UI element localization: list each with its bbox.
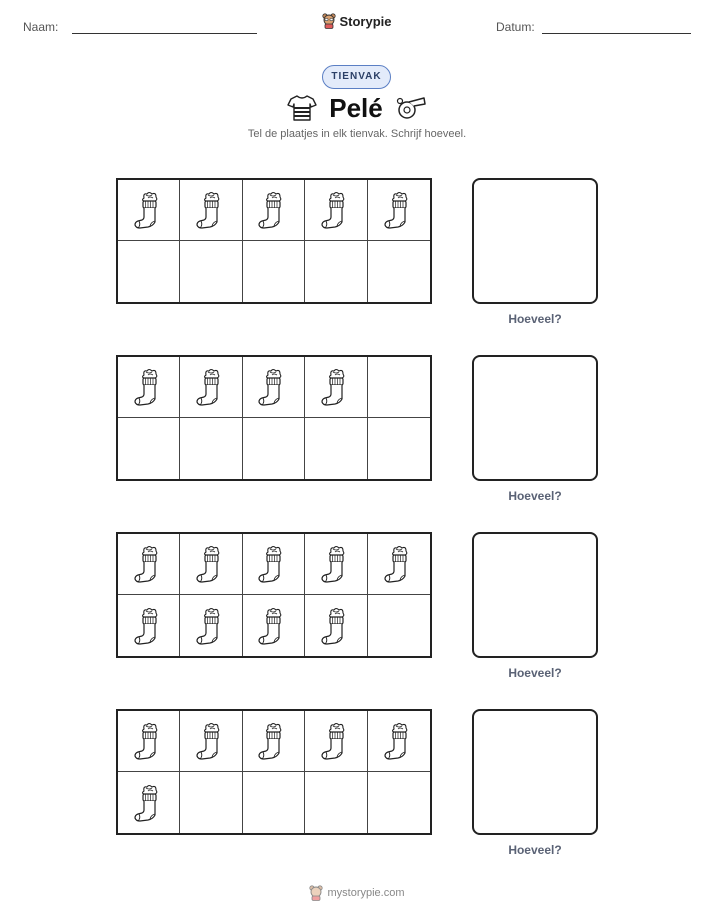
page-title: Pelé: [329, 92, 383, 123]
answer-label-3: Hoeveel?: [508, 666, 562, 680]
sock-icon: [196, 545, 226, 583]
frame-cell: [368, 711, 430, 772]
sock-icon: [196, 722, 226, 760]
name-label: Naam:: [23, 20, 59, 34]
sock-icon: [134, 191, 164, 229]
answer-label-2: Hoeveel?: [508, 489, 562, 503]
frame-cell: [305, 772, 367, 833]
bear-mascot-icon: [309, 885, 323, 901]
ten-frame-1: [116, 178, 432, 304]
frame-cell: [118, 711, 180, 772]
sock-icon: [196, 191, 226, 229]
frame-cell: [180, 418, 242, 479]
answer-label-1: Hoeveel?: [508, 312, 562, 326]
worksheet-type-badge: TIENVAK: [322, 65, 391, 89]
frame-cell: [368, 418, 430, 479]
sock-icon: [321, 722, 351, 760]
sock-icon: [258, 607, 288, 645]
frame-cell: [243, 241, 305, 302]
frame-cell: [368, 772, 430, 833]
answer-box-3[interactable]: [472, 532, 598, 658]
frame-cell: [118, 418, 180, 479]
sock-icon: [134, 784, 164, 822]
sock-icon: [321, 368, 351, 406]
brand-name: Storypie: [339, 13, 392, 29]
sock-icon: [196, 368, 226, 406]
frame-cell: [180, 241, 242, 302]
sock-icon: [384, 722, 414, 760]
sock-icon: [258, 191, 288, 229]
frame-cell: [180, 772, 242, 833]
footer-url[interactable]: mystorypie.com: [327, 887, 405, 899]
frame-cell: [180, 534, 242, 595]
frame-cell: [180, 711, 242, 772]
frame-cell: [243, 180, 305, 241]
frame-cell: [305, 357, 367, 418]
frame-cell: [180, 357, 242, 418]
frame-cell: [368, 595, 430, 656]
frame-cell: [243, 595, 305, 656]
sock-icon: [134, 607, 164, 645]
frame-cell: [305, 534, 367, 595]
sock-icon: [258, 722, 288, 760]
sock-icon: [258, 545, 288, 583]
sock-icon: [321, 545, 351, 583]
frame-cell: [118, 241, 180, 302]
sock-icon: [384, 191, 414, 229]
frame-cell: [305, 418, 367, 479]
sock-icon: [258, 368, 288, 406]
answer-box-2[interactable]: [472, 355, 598, 481]
frame-cell: [118, 534, 180, 595]
footer: [0, 885, 714, 901]
sock-icon: [384, 545, 414, 583]
ten-frame-3: [116, 532, 432, 658]
sock-icon: [134, 368, 164, 406]
answer-box-1[interactable]: [472, 178, 598, 304]
sock-icon: [134, 722, 164, 760]
sock-icon: [134, 545, 164, 583]
frame-cell: [368, 180, 430, 241]
frame-cell: [368, 357, 430, 418]
frame-cell: [243, 357, 305, 418]
answer-label-4: Hoeveel?: [508, 843, 562, 857]
frame-cell: [243, 534, 305, 595]
date-label: Datum:: [496, 20, 535, 34]
sock-icon: [321, 191, 351, 229]
title-row: [0, 88, 714, 128]
ten-frame-4: [116, 709, 432, 835]
date-line[interactable]: [542, 33, 691, 34]
frame-cell: [305, 241, 367, 302]
frame-cell: [118, 595, 180, 656]
frame-cell: [368, 241, 430, 302]
bear-mascot-icon: [322, 13, 336, 29]
frame-cell: [368, 534, 430, 595]
whistle-icon: [395, 95, 427, 121]
frame-cell: [243, 711, 305, 772]
frame-cell: [305, 711, 367, 772]
brand-logo: [0, 13, 714, 34]
frame-cell: [118, 180, 180, 241]
frame-cell: [180, 180, 242, 241]
sock-icon: [196, 607, 226, 645]
answer-box-4[interactable]: [472, 709, 598, 835]
instruction-text: Tel de plaatjes in elk tienvak. Schrijf hoeveel.: [247, 128, 467, 140]
shirt-icon: [287, 94, 317, 122]
frame-cell: [305, 180, 367, 241]
frame-cell: [243, 418, 305, 479]
frame-cell: [180, 595, 242, 656]
frame-cell: [118, 772, 180, 833]
frame-cell: [305, 595, 367, 656]
sock-icon: [321, 607, 351, 645]
ten-frame-2: [116, 355, 432, 481]
frame-cell: [243, 772, 305, 833]
frame-cell: [118, 357, 180, 418]
